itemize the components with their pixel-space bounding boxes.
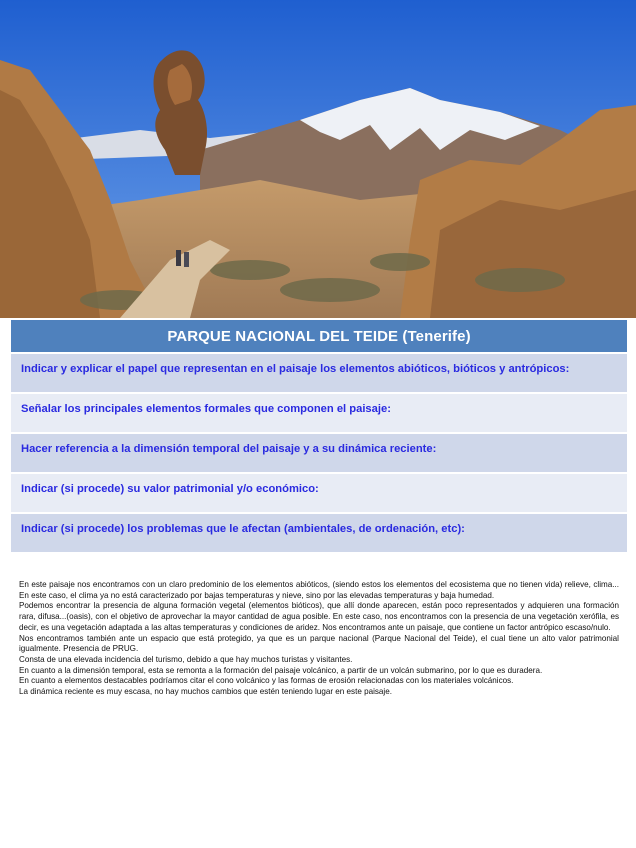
question-row: Señalar los principales elementos formales que componen el paisaje:	[11, 392, 627, 432]
question-row: Indicar (si procede) los problemas que le afectan (ambientales, de ordenación, etc):	[11, 512, 627, 552]
answer-paragraph: Consta de una elevada incidencia del turismo, debido a que hay muchos turistas y visitantes.	[19, 654, 353, 664]
answer-paragraph: Nos encontramos también ante un espacio que está protegido, ya que es un parque nacional (Parque Nacional del Teide), el cual tiene un alto valor patrimonial igualmente. Presencia de PRUG.	[19, 633, 619, 654]
answer-paragraph: En cuanto a elementos destacables podríamos citar el cono volcánico y las formas de erosión relacionadas con los materiales volcánicos.	[19, 676, 514, 686]
worksheet-table	[11, 320, 627, 552]
answer-paragraph: En este paisaje nos encontramos con un claro predominio de los elementos abióticos, (siendo estos los elementos del ecosistema que no tienen vida) relieve, clima... En este caso, el clima ya no está caracterizado por bajas temperaturas y nieve, sino por las elevadas temperaturas y baja humedad.	[19, 580, 619, 600]
sheet-title: PARQUE NACIONAL DEL TEIDE (Tenerife)	[11, 320, 627, 352]
landscape-photo	[0, 0, 636, 318]
answer-paragraph: La dinámica reciente es muy escasa, no hay muchos cambios que estén teniendo lugar en este paisaje.	[19, 687, 392, 697]
answer-paragraph: Podemos encontrar la presencia de alguna formación vegetal (elementos bióticos), que allí donde aparecen, están poco representados y adquieren una formación rara, difusa...(oasis), con el objetivo de aprovechar la mayor cantidad de agua posible. En este caso, nos encontramos con la presencia de una vegetación xerófila, es decir, es una vegetación adaptada a las altas temperaturas y condiciones de aridez. Nos encontramos ante un paisaje, que contiene un factor antrópico escaso/nulo.	[19, 601, 619, 632]
teide-landscape-image	[0, 0, 636, 318]
answer-text	[19, 580, 619, 698]
question-row: Hacer referencia a la dimensión temporal del paisaje y a su dinámica reciente:	[11, 432, 627, 472]
question-row: Indicar (si procede) su valor patrimonial y/o económico:	[11, 472, 627, 512]
question-row: Indicar y explicar el papel que representan en el paisaje los elementos abióticos, bióticos y antrópicos:	[11, 352, 627, 392]
answer-paragraph: En cuanto a la dimensión temporal, esta se remonta a la formación del paisaje volcánico, a partir de un volcán submarino, por lo que es duradera.	[19, 665, 543, 675]
